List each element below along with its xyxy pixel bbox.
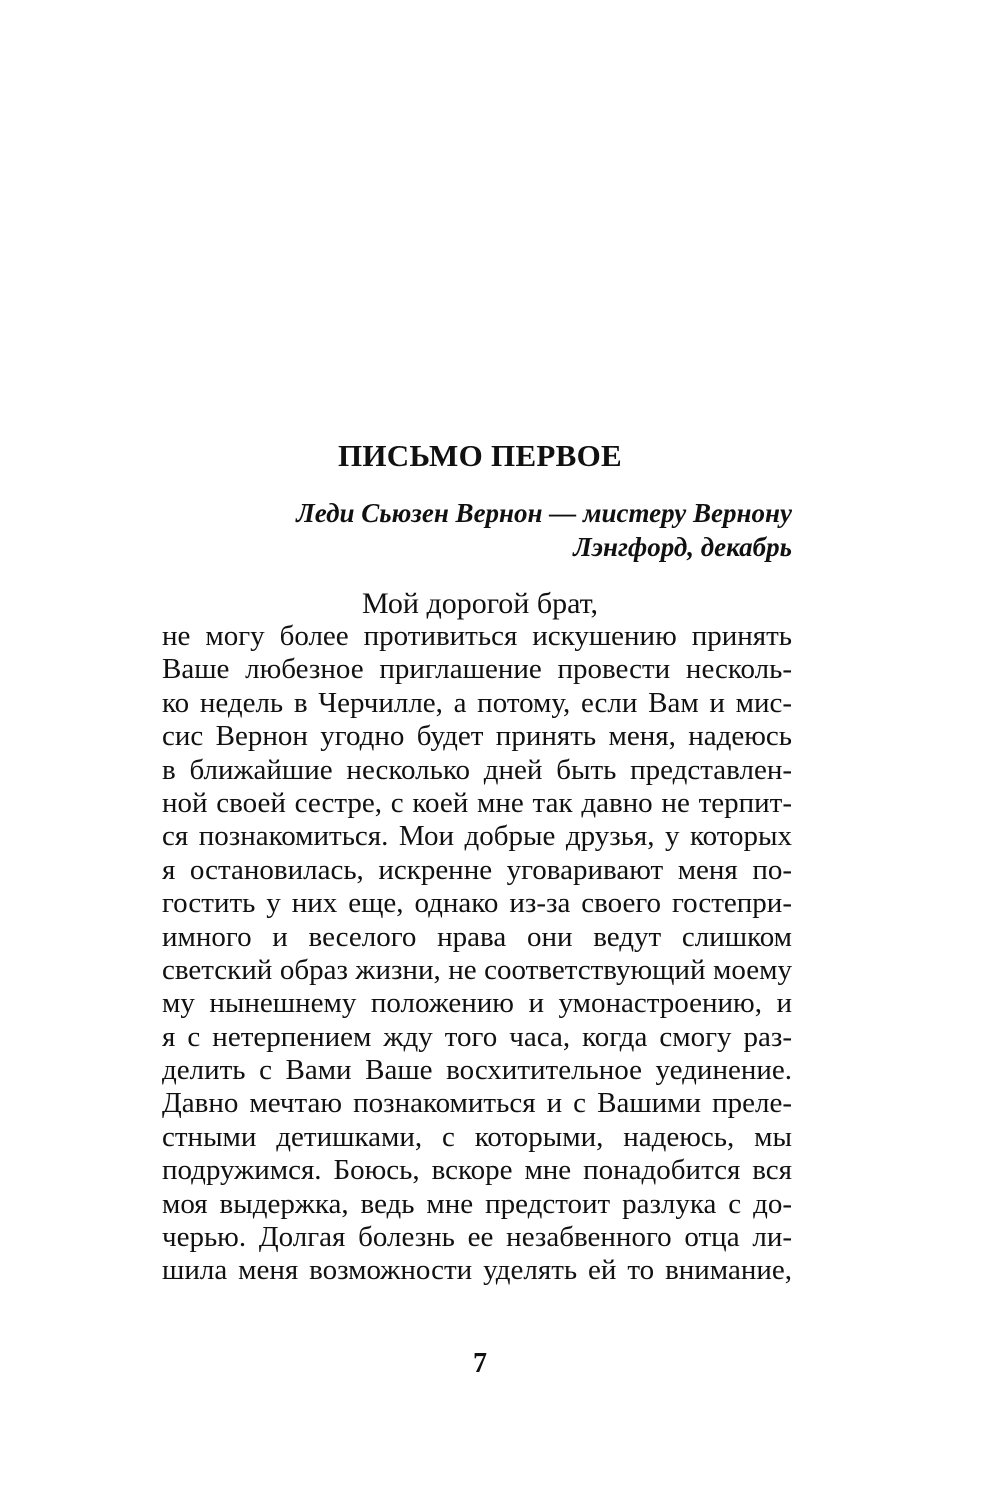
body-line: светский образ жизни, не соответствующий моему xyxy=(162,953,792,986)
letter-place-date: Лэнгфорд, декабрь xyxy=(573,532,792,562)
body-line: в ближайшие несколько дней быть представлен- xyxy=(162,753,792,786)
body-line: черью. Долгая болезнь ее незабвенного отца ли- xyxy=(162,1221,792,1254)
letter-body xyxy=(162,620,792,1288)
body-line: ся познакомиться. Мои добрые друзья, у которых xyxy=(162,820,792,853)
body-line: имного и веселого нрава они ведут слишком xyxy=(162,920,792,953)
body-line: Ваше любезное приглашение провести несколь- xyxy=(162,653,792,686)
body-line: стными детишками, с которыми, надеюсь, мы xyxy=(162,1120,792,1153)
body-line: моя выдержка, ведь мне предстоит разлука с до- xyxy=(162,1187,792,1220)
body-line: делить с Вами Ваше восхитительное уединение. xyxy=(162,1054,792,1087)
letter-salutation: Мой дорогой брат, xyxy=(361,587,598,620)
body-line: шила меня возможности уделять ей то внимание, xyxy=(162,1254,792,1287)
body-line: я остановилась, искренне уговаривают меня по- xyxy=(162,853,792,886)
letter-address: Леди Сьюзен Вернон — мистеру Вернону xyxy=(296,498,792,528)
body-line: му нынешнему положению и умонастроению, и xyxy=(162,987,792,1020)
body-line: гостить у них еще, однако из-за своего гостепри- xyxy=(162,887,792,920)
body-line: ко недель в Черчилле, а потому, если Вам и мис- xyxy=(162,686,792,719)
body-line: сис Вернон угодно будет принять меня, надеюсь xyxy=(162,720,792,753)
body-line: ной своей сестре, с коей мне так давно не терпит- xyxy=(162,786,792,819)
body-line: подружимся. Боюсь, вскоре мне понадобится вся xyxy=(162,1154,792,1187)
body-line: я с нетерпением жду того часа, когда смогу раз- xyxy=(162,1020,792,1053)
body-line: Давно мечтаю познакомиться и с Вашими преле- xyxy=(162,1087,792,1120)
body-line: не могу более противиться искушению принять xyxy=(162,620,792,652)
letter-heading: ПИСЬМО ПЕРВОЕ xyxy=(337,438,623,473)
page-number: 7 xyxy=(473,1348,487,1379)
